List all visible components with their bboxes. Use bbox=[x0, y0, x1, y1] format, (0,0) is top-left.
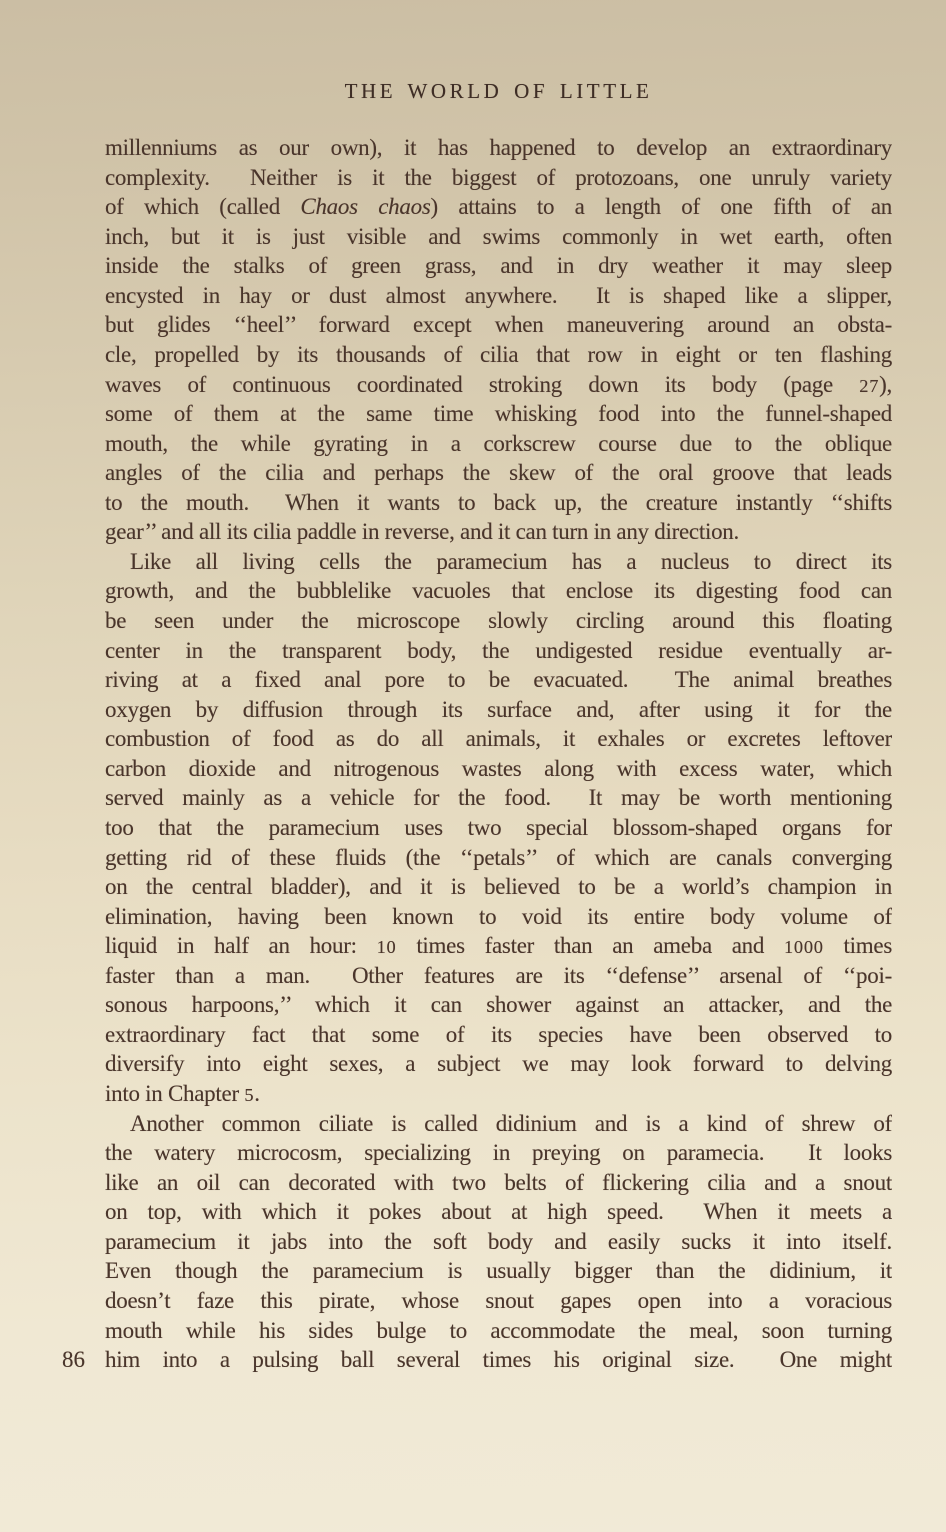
text-line: waves of continuous coordinated stroking down its body (page 27), bbox=[105, 371, 892, 397]
text-line: getting rid of these fluids (the ‘‘petals’’ of which are canals converging bbox=[105, 844, 892, 870]
text-line: extraordinary fact that some of its species have been observed to bbox=[105, 1021, 892, 1047]
text-line: liquid in half an hour: 10 times faster than an ameba and 1000 times bbox=[105, 933, 892, 959]
text-line: inside the stalks of green grass, and in dry weather it may sleep bbox=[105, 253, 892, 279]
oldstyle-numeral: 27 bbox=[859, 375, 880, 396]
text-line: Another common ciliate is called didinium and is a kind of shrew of bbox=[130, 1110, 892, 1136]
text-line: be seen under the microscope slowly circling around this floating bbox=[105, 608, 892, 633]
text-line: him into a pulsing ball several times his original size. One might bbox=[105, 1347, 892, 1373]
text-line: like an oil can decorated with two belts of flickering cilia and a snout bbox=[105, 1169, 892, 1195]
text-line: Like all living cells the paramecium has a nucleus to direct its bbox=[130, 548, 892, 574]
paragraph bbox=[105, 133, 892, 547]
text-line: paramecium it jabs into the soft body and easily sucks it into itself. bbox=[105, 1228, 892, 1254]
body-text-block bbox=[105, 133, 892, 1375]
text-line: mouth while his sides bulge to accommodate the meal, soon turning bbox=[105, 1317, 892, 1343]
text-line: on the central bladder), and it is believed to be a world’s champion in bbox=[105, 874, 892, 900]
text-line: served mainly as a vehicle for the food. It may be worth mentioning bbox=[105, 785, 892, 811]
text-line: cle, propelled by its thousands of cilia that row in eight or ten flashing bbox=[105, 341, 892, 367]
text-line: mouth, the while gyrating in a corkscrew course due to the oblique bbox=[105, 430, 892, 456]
text-line: sonous harpoons,’’ which it can shower against an attacker, and the bbox=[105, 992, 892, 1018]
text-line: gear’’ and all its cilia paddle in reverse, and it can turn in any direction. bbox=[105, 519, 739, 545]
text-line: angles of the cilia and perhaps the skew of the oral groove that leads bbox=[105, 460, 892, 486]
paragraph bbox=[105, 547, 892, 1109]
text-line: too that the paramecium uses two special blossom-shaped organs for bbox=[105, 814, 892, 840]
page-number: 86 bbox=[62, 1347, 85, 1372]
text-line: carbon dioxide and nitrogenous wastes along with excess water, which bbox=[105, 755, 892, 781]
oldstyle-numeral: 10 bbox=[376, 937, 397, 958]
text-line: doesn’t faze this pirate, whose snout gapes open into a voracious bbox=[105, 1287, 892, 1313]
text-line: on top, with which it pokes about at high speed. When it meets a bbox=[105, 1199, 892, 1225]
text-line: into in Chapter 5. bbox=[105, 1081, 260, 1106]
text-line: elimination, having been known to void its entire body volume of bbox=[105, 903, 892, 929]
oldstyle-numeral: 5 bbox=[244, 1085, 255, 1105]
text-line: complexity. Neither is it the biggest of protozoans, one unruly variety bbox=[105, 164, 892, 190]
text-line: riving at a fixed anal pore to be evacuated. The animal breathes bbox=[105, 667, 892, 693]
text-line: combustion of food as do all animals, it exhales or excretes leftover bbox=[105, 726, 892, 752]
text-line: to the mouth. When it wants to back up, the creature instantly ‘‘shifts bbox=[105, 489, 892, 515]
text-line: inch, but it is just visible and swims commonly in wet earth, often bbox=[105, 223, 892, 249]
text-line: diversify into eight sexes, a subject we may look forward to delving bbox=[105, 1051, 892, 1077]
paragraph bbox=[105, 1109, 892, 1375]
text-line: some of them at the same time whisking food into the funnel-shaped bbox=[105, 401, 892, 427]
text-line: growth, and the bubblelike vacuoles that enclose its digesting food can bbox=[105, 578, 892, 604]
text-line: center in the transparent body, the undigested residue eventually ar- bbox=[105, 637, 892, 663]
text-line: faster than a man. Other features are its ‘‘defense’’ arsenal of ‘‘poi- bbox=[105, 962, 892, 988]
oldstyle-numeral: 1000 bbox=[783, 937, 824, 958]
text-line: millenniums as our own), it has happened to develop an extraordinary bbox=[105, 135, 892, 160]
text-line: of which (called Chaos chaos) attains to a length of one fifth of an bbox=[105, 194, 892, 220]
text-line: Even though the paramecium is usually bigger than the didinium, it bbox=[105, 1258, 892, 1284]
text-line: oxygen by diffusion through its surface and, after using it for the bbox=[105, 696, 892, 722]
text-line: but glides ‘‘heel’’ forward except when maneuvering around an obsta- bbox=[105, 312, 892, 338]
text-line: encysted in hay or dust almost anywhere. It is shaped like a slipper, bbox=[105, 282, 892, 308]
text-line: the watery microcosm, specializing in preying on paramecia. It looks bbox=[105, 1140, 892, 1166]
running-head: THE WORLD OF LITTLE bbox=[344, 79, 653, 103]
